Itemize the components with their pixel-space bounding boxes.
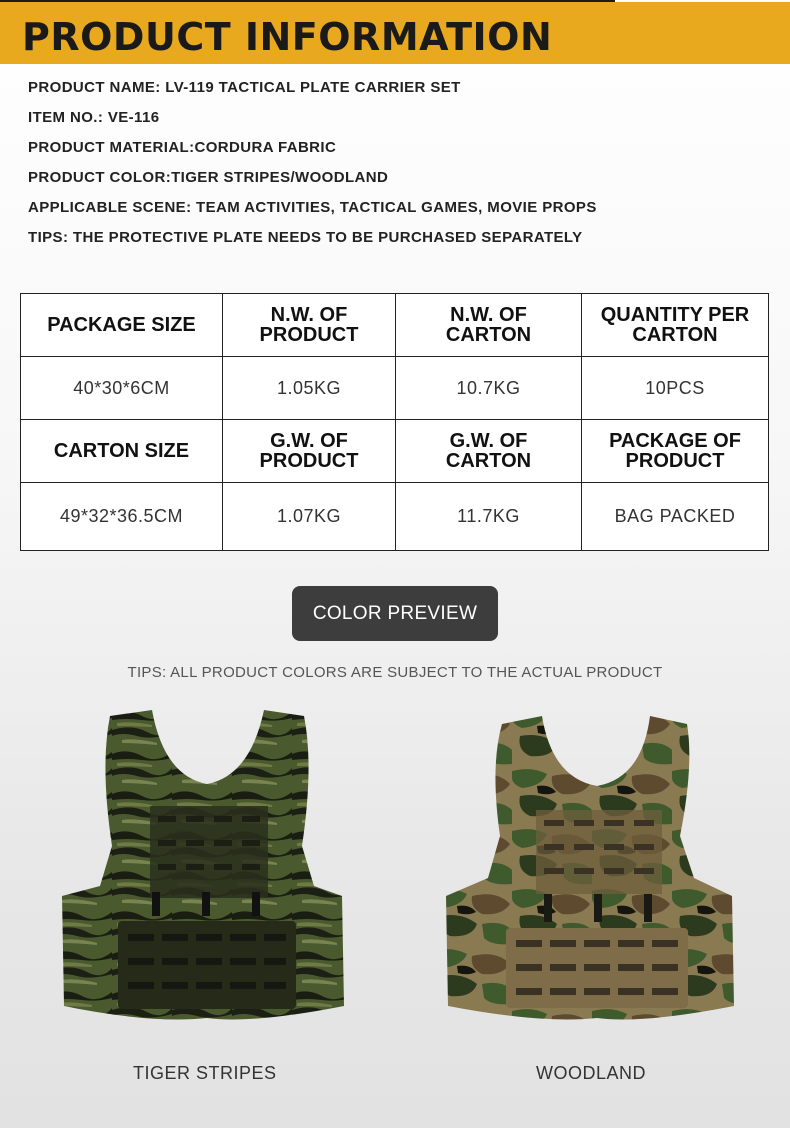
color-preview-button[interactable]: COLOR PREVIEW [292,586,498,641]
spec-color: PRODUCT COLOR:TIGER STRIPES/WOODLAND [28,169,389,186]
variant-label-tiger-stripes: TIGER STRIPES [133,1063,277,1083]
page-title: PRODUCT INFORMATION [22,15,553,59]
spec-tips: TIPS: THE PROTECTIVE PLATE NEEDS TO BE PURCHASED SEPARATELY [28,229,583,246]
table-header-row [21,294,769,357]
table-header-cell: PACKAGE OF PRODUCT [582,420,769,483]
table-cell: 10PCS [582,357,769,420]
package-table [20,293,769,551]
table-cell: 1.07KG [223,483,396,551]
table-cell: 10.7KG [396,357,582,420]
tiger-stripes-vest-image [52,706,362,1026]
spec-material: PRODUCT MATERIAL:CORDURA FABRIC [28,139,337,156]
table-header-cell: CARTON SIZE [21,420,223,483]
table-header-cell: QUANTITY PER CARTON [582,294,769,357]
table-cell: 11.7KG [396,483,582,551]
woodland-vest-image [432,706,762,1026]
table-row [21,483,769,551]
table-header-cell: N.W. OF PRODUCT [223,294,396,357]
table-cell: 40*30*6CM [21,357,223,420]
table-row [21,357,769,420]
header-bar [0,2,790,64]
spec-scene: APPLICABLE SCENE: TEAM ACTIVITIES, TACTICAL GAMES, MOVIE PROPS [28,199,597,216]
spec-item-no: ITEM NO.: VE-116 [28,109,160,126]
table-header-cell: N.W. OF CARTON [396,294,582,357]
table-cell: BAG PACKED [582,483,769,551]
table-cell: 1.05KG [223,357,396,420]
table-header-row [21,420,769,483]
colors-tip: TIPS: ALL PRODUCT COLORS ARE SUBJECT TO THE ACTUAL PRODUCT [127,664,663,681]
table-header-cell: G.W. OF PRODUCT [223,420,396,483]
spec-product-name: PRODUCT NAME: LV-119 TACTICAL PLATE CARRIER SET [28,79,461,96]
spec-list [28,78,597,258]
table-cell: 49*32*36.5CM [21,483,223,551]
variant-label-woodland: WOODLAND [536,1063,647,1083]
table-header-cell: G.W. OF CARTON [396,420,582,483]
table-header-cell: PACKAGE SIZE [21,294,223,357]
